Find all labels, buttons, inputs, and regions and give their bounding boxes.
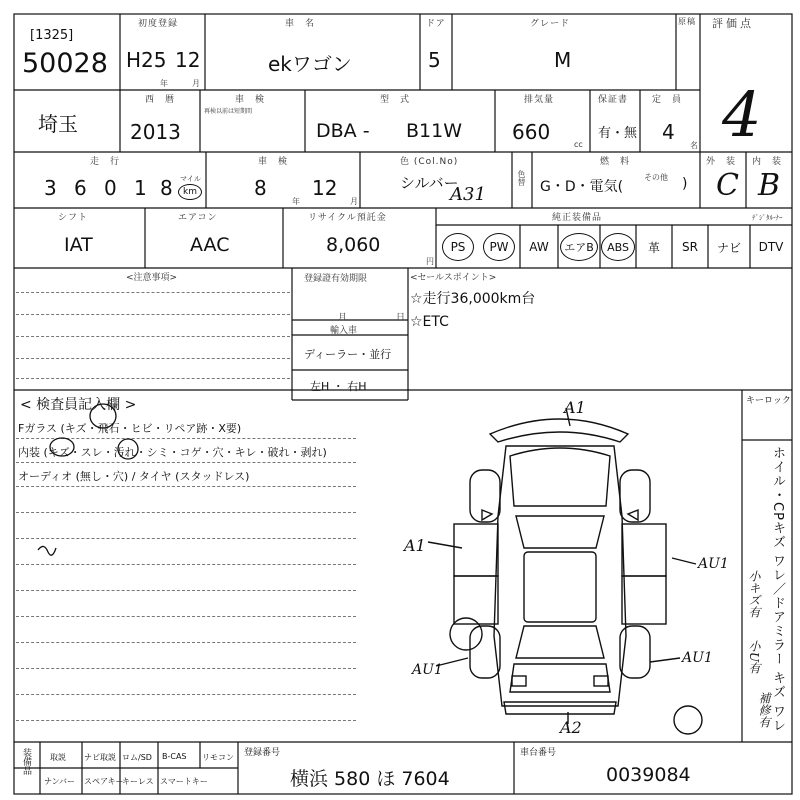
doors-value: 5 bbox=[428, 48, 441, 72]
equip-airbag-label: エアB bbox=[560, 233, 598, 261]
displacement-value: 660 bbox=[512, 120, 551, 144]
color-value: シルバー bbox=[400, 174, 459, 192]
keylock-label: キーロック bbox=[746, 396, 791, 406]
mark-front: A1 bbox=[564, 398, 586, 417]
grade-label: グレード bbox=[530, 19, 571, 29]
sales-point-2: ☆ETC bbox=[410, 314, 449, 330]
capacity-value: 4 bbox=[662, 120, 675, 144]
equip-dtv-label: DTV bbox=[758, 240, 784, 254]
shaken-label: 車 検 bbox=[258, 157, 289, 167]
interior-label: 内 装 bbox=[752, 157, 783, 167]
mark-right-mid: AU1 bbox=[698, 556, 729, 572]
recycle-value: 8,060 bbox=[326, 234, 381, 256]
equip-aw-label: AW bbox=[529, 240, 549, 254]
color-change-label: 色替 bbox=[517, 170, 526, 186]
exterior-label: 外 装 bbox=[706, 157, 737, 167]
score-label: 評価点 bbox=[712, 17, 754, 30]
mileage-digit-2: 6 bbox=[74, 176, 87, 200]
plate-number: 横浜 580 ほ 7604 bbox=[290, 768, 450, 790]
car-name: ekワゴン bbox=[268, 52, 352, 76]
caution-label: <注意事項> bbox=[126, 273, 178, 283]
sales-point-1: ☆走行36,000km台 bbox=[410, 291, 536, 307]
cert-label: 保証書 bbox=[598, 95, 629, 105]
capacity-label: 定 員 bbox=[652, 95, 683, 105]
fuel-other-label: その他 bbox=[644, 173, 668, 182]
import-label: 輸入車 bbox=[330, 326, 358, 336]
cert-value: 有・無 bbox=[598, 126, 638, 141]
mileage-label: 走 行 bbox=[90, 157, 121, 167]
doors-label: ドア bbox=[426, 19, 446, 29]
hand-note-2: 小U有 bbox=[747, 640, 761, 675]
equip-navi-label: ナビ bbox=[716, 240, 741, 255]
steering-label: 左H ・ 右H bbox=[310, 380, 367, 393]
mark-left-front: A1 bbox=[404, 536, 426, 555]
equip-footer-label: 装備品 bbox=[21, 748, 31, 775]
ac-label: エアコン bbox=[178, 213, 218, 223]
mark-left-rear: AU1 bbox=[412, 662, 443, 678]
mileage-unit: km bbox=[178, 184, 202, 200]
footer-item-rom-sd: ロム/SD bbox=[122, 753, 152, 762]
shaken-month: 12 bbox=[312, 176, 338, 200]
shift-label: シフト bbox=[58, 213, 89, 223]
displacement-label: 排気量 bbox=[524, 95, 555, 105]
mileage-digit-5: 8 bbox=[160, 176, 173, 200]
shaken-year: 8 bbox=[254, 176, 267, 200]
equipment-label: 純正装備品 bbox=[552, 213, 603, 223]
color-label: 色 (Col.No) bbox=[400, 157, 459, 167]
footer-item-keyless: キーレス bbox=[122, 777, 154, 786]
model-label: 型 式 bbox=[380, 95, 411, 105]
footer-item-bcas: B-CAS bbox=[162, 752, 187, 761]
inspection-sublabel: 再検以前は短期間 bbox=[204, 108, 253, 115]
first-reg-label: 初度登録 bbox=[138, 19, 179, 29]
original-label: 原稿 bbox=[678, 17, 696, 26]
mark-rear: A2 bbox=[560, 718, 582, 737]
footer-item-spare-key: スペアキー bbox=[84, 777, 124, 786]
equip-leather-label: 革 bbox=[647, 240, 660, 255]
chassis-number: 0039084 bbox=[606, 764, 691, 786]
footer-item-smartkey: スマートキー bbox=[160, 777, 208, 786]
color-code: A31 bbox=[450, 184, 486, 205]
inspector-title: < 検査員記入欄 > bbox=[20, 397, 137, 413]
model-prefix: DBA - bbox=[316, 120, 370, 142]
mark-right-rear: AU1 bbox=[682, 650, 713, 666]
first-reg-year: H25 bbox=[126, 48, 167, 72]
footer-item-manual: 取説 bbox=[50, 753, 66, 762]
region: 埼玉 bbox=[38, 112, 78, 136]
footer-item-number: ナンバー bbox=[44, 777, 76, 786]
exterior-grade: C bbox=[716, 168, 739, 203]
auction-code: [1325] bbox=[30, 28, 74, 43]
mileage-digit-3: 0 bbox=[104, 176, 117, 200]
mileage-digit-4: 1 bbox=[134, 176, 147, 200]
mileage-unit-top: マイル bbox=[180, 175, 201, 183]
mileage-digit-1: 3 bbox=[44, 176, 57, 200]
recycle-unit: 円 bbox=[426, 257, 434, 266]
fuel-close: ) bbox=[682, 176, 688, 192]
inspection-label: 車 検 bbox=[235, 95, 266, 105]
score-value: 4 bbox=[722, 78, 762, 151]
inspector-line-1: Fガラス (キズ・飛石・ヒビ・リペア跡・X要) bbox=[18, 422, 242, 435]
vertical-note: ホイル・CPキズ ワレ／ドアミラー キズ ワレ bbox=[770, 446, 785, 733]
car-name-label: 車 名 bbox=[285, 19, 316, 29]
hand-note-1: 小キズ有 bbox=[747, 570, 761, 618]
car-diagram bbox=[400, 396, 740, 742]
model-year: 2013 bbox=[130, 120, 181, 144]
equip-pw-label: PW bbox=[483, 233, 515, 261]
equip-ps-label: PS bbox=[442, 233, 474, 261]
inspector-line-2: 内装 (キズ・スレ・汚れ・シミ・コゲ・穴・キレ・破れ・剥れ) bbox=[18, 446, 327, 459]
reg-valid-label: 登録證有効期限 bbox=[304, 274, 368, 284]
first-reg-year-unit: 年 bbox=[160, 79, 168, 88]
first-reg-month-unit: 月 bbox=[192, 79, 200, 88]
chassis-label: 車台番号 bbox=[520, 748, 557, 758]
first-reg-month: 12 bbox=[175, 48, 201, 72]
reg-valid-month: 月 bbox=[338, 313, 348, 323]
reg-valid-day: 日 bbox=[396, 313, 406, 323]
footer-item-navi-manual: ナビ取説 bbox=[84, 753, 116, 762]
shift-value: IAT bbox=[64, 234, 93, 256]
fuel-label: 燃 料 bbox=[600, 157, 631, 167]
tuner-label: ﾃﾞｼﾞﾀﾙ-ﾅｰ bbox=[752, 214, 783, 222]
western-year-label: 西 暦 bbox=[145, 95, 176, 105]
interior-grade: B bbox=[758, 168, 781, 203]
recycle-label: リサイクル預託金 bbox=[308, 213, 387, 223]
lot-number: 50028 bbox=[22, 48, 108, 79]
shaken-year-unit: 年 bbox=[292, 197, 300, 206]
hand-note-3: 補修有 bbox=[757, 692, 771, 728]
equip-abs-label: ABS bbox=[601, 233, 635, 261]
grade-value: M bbox=[554, 48, 572, 72]
fuel-value: G・D・電気( bbox=[540, 179, 624, 195]
inspector-line-3: オーディオ (無し・穴) / タイヤ (スタッドレス) bbox=[18, 470, 250, 483]
shaken-month-unit: 月 bbox=[350, 197, 358, 206]
model-code: B11W bbox=[406, 120, 462, 142]
capacity-unit: 名 bbox=[690, 141, 698, 150]
plate-label: 登録番号 bbox=[244, 748, 281, 758]
equip-sr-label: SR bbox=[682, 240, 698, 254]
displacement-unit: cc bbox=[574, 140, 583, 149]
sales-label: <セールスポイント> bbox=[410, 273, 497, 283]
ac-value: AAC bbox=[190, 234, 230, 256]
footer-item-remote: リモコン bbox=[202, 753, 234, 762]
dealer-label: ディーラー・並行 bbox=[304, 348, 392, 361]
